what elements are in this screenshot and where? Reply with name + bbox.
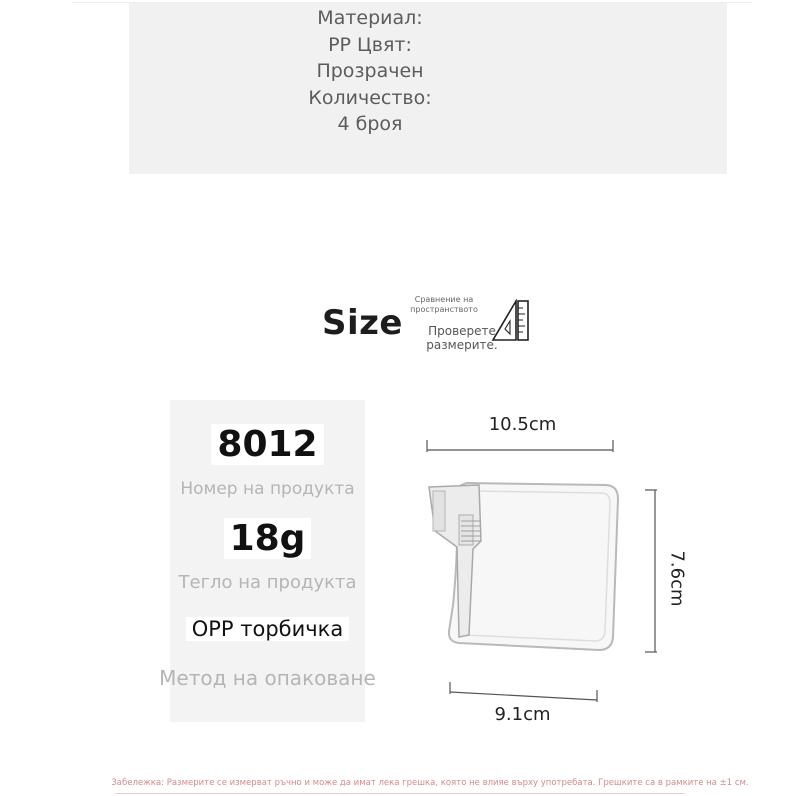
spec-line-material: Материал: [317,7,423,29]
packing-method-value: OPP торбичка [186,617,350,641]
ruler-triangle-icon [490,299,532,343]
footnote-divider [115,793,685,794]
packing-method [170,617,365,641]
size-heading: Size [322,303,403,343]
spec-line-transparent: Прозрачен [316,60,424,82]
product-illustration [415,405,695,735]
width-top-label: 10.5cm [488,414,557,435]
product-code-value: 8012 [211,424,323,465]
size-subtitle: Сравнение на пространството [410,295,478,314]
spec-line-count: 4 броя [337,113,403,135]
size-hint: Проверете размерите. [426,324,498,352]
width-bottom-label: 9.1cm [494,704,551,725]
spec-text [200,5,540,138]
packing-method-label: Метод на опаковане [159,666,376,690]
product-code [170,424,365,465]
spec-line-quantity: Количество: [308,86,432,109]
product-weight-value: 18g [224,518,312,559]
spec-line-color: PP Цвят: [328,33,412,56]
product-code-label: Номер на продукта [180,479,355,499]
product-weight-label: Тегло на продукта [178,572,357,593]
product-weight [170,518,365,559]
height-right-label: 7.6cm [666,550,688,607]
measurement-note: Забележка: Размерите се измерват ръчно и може да имат лека грешка, която не влияе върху употребата. Грешките са в рамките на ±1 см. [111,778,749,788]
